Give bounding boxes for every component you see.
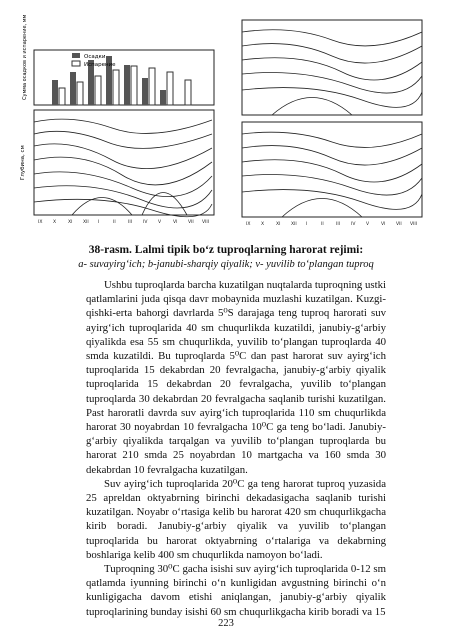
svg-text:VIII: VIII	[410, 222, 418, 227]
panel-a	[20, 14, 214, 225]
svg-text:VIII: VIII	[202, 220, 210, 225]
svg-text:X: X	[261, 222, 265, 227]
y-axis-label-a: Глубина, см	[20, 145, 26, 180]
svg-text:VI: VI	[381, 222, 386, 227]
svg-text:IX: IX	[246, 222, 251, 227]
svg-text:XI: XI	[68, 220, 73, 225]
top-axis-label: Сумма осадков и испарение, мм	[22, 14, 28, 100]
month-axis-a	[38, 219, 209, 225]
svg-text:V: V	[366, 222, 370, 227]
isotherms-b-top	[242, 30, 422, 115]
svg-text:IV: IV	[143, 220, 148, 225]
page-number: 223	[218, 618, 234, 629]
svg-text:XI: XI	[276, 222, 281, 227]
svg-text:VII: VII	[396, 222, 402, 227]
figure-caption-title: 38-rasm. Lalmi tipik bo‘z tuproqlarning harorat rejimi:	[88, 244, 364, 256]
legend-evap-swatch	[72, 61, 80, 66]
svg-text:XII: XII	[291, 222, 297, 227]
svg-text:VII: VII	[188, 220, 194, 225]
svg-text:III: III	[336, 222, 340, 227]
month-axis-b	[246, 221, 417, 227]
paragraph-2: Suv ayirg‘ich tuproqlarida 20⁰C ga teng harorat tuproq yuzasida 25 apreldan oktyabrning birinchi dekadasigacha saqlanib turishi kuzatilgan. Noyabr o‘rtasiga kelib bu harorat 420 sm chuqurlikgacha kirib boradi. Janubiy-g‘arbiy qiyalik va yuvilib to‘plangan tuproqlarida bu harorat oktyabrning o‘rtalariga va dekabrning boshlariga kelib 400 sm chuqurlikda namoyon bo‘ladi.	[86, 477, 386, 561]
legend-precip: Осадки	[84, 54, 106, 60]
svg-text:VI: VI	[173, 220, 178, 225]
svg-text:I: I	[98, 220, 100, 225]
figure-caption-subtitle: a- suvayirg‘ich; b-janubi-sharqiy qiyalik; v- yuvilib to‘plangan tuproq	[78, 259, 374, 270]
svg-text:IV: IV	[351, 222, 356, 227]
isotherms-a	[34, 119, 212, 217]
svg-text:V: V	[158, 220, 162, 225]
figure-drawing	[12, 10, 440, 238]
svg-text:X: X	[53, 220, 57, 225]
isotherms-b-bottom	[242, 132, 422, 217]
paragraph-3: Tuproqning 30⁰C gacha isishi suv ayirg‘ich tuproqlarida 0-12 sm qatlamda iyunning birinchi o‘n kunligidan avgustning birinchi o‘n kunligigacha davom etishi aniqlangan, janubiy-g‘arbiy qiyalik tuproqlarining bunday isishi 60 sm chuqurlikgacha kirib boradi va 15	[86, 563, 386, 618]
paragraph-1: Ushbu tuproqlarda barcha kuzatilgan nuqtalarda tuproqning ustki qatlamlarini juda qisqa davr mobaynida muzlashi kuzatilgan. Kuzgi-qishki-erta bahorgi davrlarda 5⁰S darajaga teng tuproq harorati suv ayirg‘ich tuproqlarida 40 sm chuqurlikda kuzatildi, janubiy-g‘arbiy qiyalikda esa 55 sm chuqurlikda, yuvilib to‘plangan tuproqlarda 40 smda kuzatildi. Bu tuproqlarda 5⁰C dan past harorat suv ayirg‘ich tuproqlarida 15 dekabrdan 20 fevralgacha, janubiy-g‘arbiy qiyalik tuproqlarida 15 dekabrdan 20 fevralgacha, yuvilib to‘plangan tuproqlarda 30 dekabrdan 20 fevralgacha saqlanib turishi kuzatilgan. Past haroratli davrda suv ayirg‘ich tuproqlarida 110 sm chuqurlikda harorat 30 noyabrdan 10 fevralgacha 10⁰C ga teng bo‘ladi. Janubiy-g‘arbiy qiyalikda tarqalgan va yuvilib to‘plangan tuproqlarda bu harorat 210 smda 25 noyabrdan 10 martgacha va 160 smda 30 dekabrdan 10 fevralgacha kuzatilgan.	[86, 279, 386, 476]
figure-38	[12, 10, 440, 238]
legend-evap: Испарение	[84, 62, 116, 68]
svg-text:IX: IX	[38, 220, 43, 225]
svg-text:III: III	[128, 220, 132, 225]
panel-b	[242, 20, 422, 227]
body-text	[86, 278, 386, 619]
svg-text:I: I	[306, 222, 308, 227]
legend-precip-swatch	[72, 53, 80, 58]
svg-text:II: II	[321, 222, 324, 227]
svg-text:XII: XII	[83, 220, 89, 225]
svg-text:II: II	[113, 220, 116, 225]
